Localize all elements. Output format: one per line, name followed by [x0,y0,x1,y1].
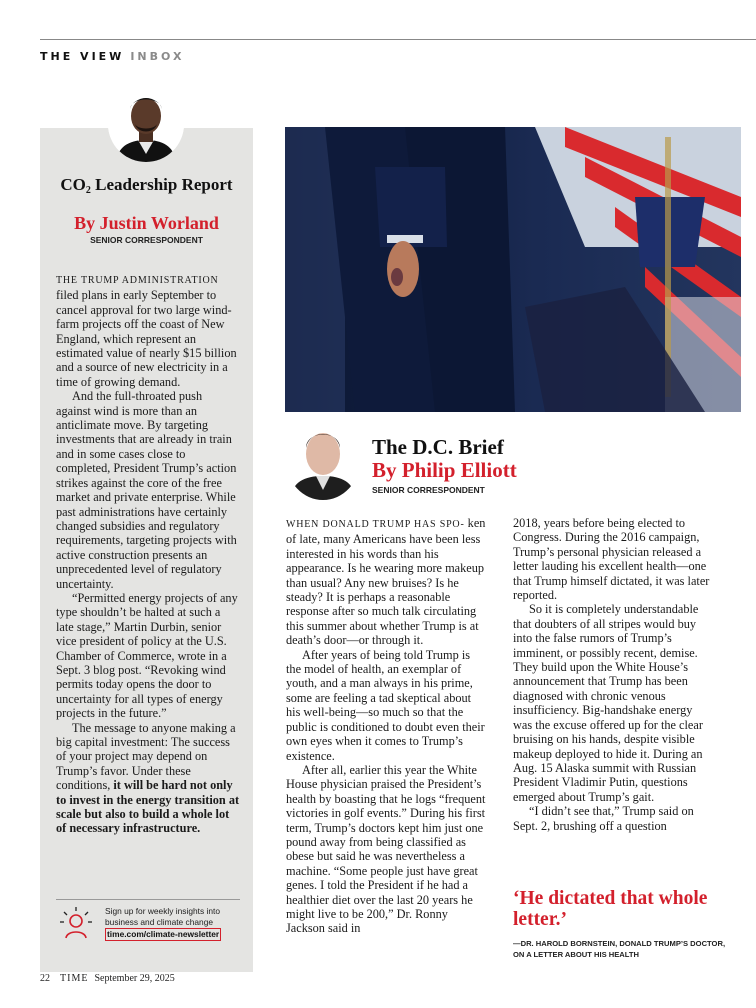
sidebar-body [56,272,240,836]
author-avatar-worland [108,86,184,162]
article-byline: By Philip Elliott [372,458,517,482]
newsletter-text: Sign up for weekly insights into business and climate change time.com/climate-newsletter [105,906,220,939]
section-label [40,50,184,63]
paragraph: After years of being told Trump is the model of health, an exemplar of youth, and a man always in his prime, some are feeling a tad skeptical about his well-being—so much so that the public is conditioned to doubt even their own eyes when it comes to Trump’s existence. [286,647,485,763]
article-photo [285,127,741,412]
article-title: The D.C. Brief [372,435,504,459]
pull-quote-attribution: —DR. HAROLD BORNSTEIN, DONALD TRUMP’S DOCTOR, ON A LETTER ABOUT HIS HEALTH [513,939,726,959]
magazine-name: TIME [60,973,89,984]
article-column-1 [286,516,486,936]
pull-quote: ‘He dictated that whole letter.’ [513,888,708,930]
article-column-2 [513,516,713,833]
subsection-name: INBOX [130,50,185,63]
paragraph: “I didn’t see that,” Trump said on Sept. 2, brushing off a question [513,804,694,833]
article-role: SENIOR CORRESPONDENT [372,485,485,495]
newsletter-promo [56,899,240,944]
climate-person-icon [59,906,93,940]
newsletter-link[interactable]: time.com/climate-newsletter [107,929,220,939]
paragraph: So it is completely understandable that doubters of all stripes would buy into the false rumors of Trump’s imminent, or possibly recent, demise. They build upon the White House’s announcement that Trump has been diagnosed with chronic venous insufficiency. Big-handshake energy was the excuse offered up for the clear bruising on his hands, despite visible makeup deployed to hide it. During an Aug. 15 Alaska summit with Russian President Vladimir Putin, questions emerged about Trump’s gait. [513,602,703,804]
top-rule [40,39,756,40]
paragraph: THE TRUMP ADMINISTRATION filed plans in early September to cancel approval for two large wind-farm projects off the coast of New England, which represent an estimated value of nearly $15 billion and a source of new electricity in a time of growing demand. [56,275,237,389]
issue-date: September 29, 2025 [94,973,175,984]
page-number: 22 [40,973,50,984]
sidebar-byline: By Justin Worland [74,213,219,233]
section-name: THE VIEW [40,50,125,63]
paragraph: 2018, years before being elected to Congress. During the 2016 campaign, Trump’s personal physician released a letter lauding his excellent health—one that Trump himself dictated, it was later reported. [513,516,710,603]
paragraph: And the full-throated push against wind is more than an anticlimate move. By targeting investments that are already in train and in some cases close to completed, President Trump’s action strikes against the core of the free market and private enterprise. While past administrations have certainly changed subsidies and regulatory requirements, targeting projects with active construction presents an unprecedented level of regulatory uncertainty. [56,389,237,591]
sidebar-role: SENIOR CORRESPONDENT [90,235,203,245]
paragraph: After all, earlier this year the White House physician praised the President’s health by boasting that he logs “frequent victories in golf events.” During his first term, Trump’s doctors kept him just one pound away from being classified as obese but said he was nevertheless a machine. “Some people just have great genes. I told the President if he had a healthier diet over the last 20 years he might live to be 200,” Dr. Ronny Jackson said in [286,762,486,936]
paragraph: “Permitted energy projects of any type shouldn’t be halted at such a late stage,” Martin Durbin, senior vice president of policy at the U.S. Chamber of Commerce, wrote in a Sept. 3 blog post. “Revoking wind permits today opens the door to uncertainty for all types of energy projects in the future.” [56,590,238,721]
author-avatar-elliott [286,420,360,500]
sidebar-title: $CO_2$ Leadership Report [60,175,233,196]
page-footer [40,973,175,984]
paragraph: WHEN DONALD TRUMP HAS SPO- ken of late, many Americans have been less interested in his words than his appearance. Is he wearing more makeup than usual? Any new bruises? Is he steady? It is perhaps a reasonable response after so much talk circulating this summer about whether Trump is at death’s door—or through it. [286,516,486,648]
paragraph: The message to anyone making a big capital investment: The success of your project may depend on Trump’s favor. Under these conditions, it will be hard not only to invest in the energy transition at scale but also to build a whole lot of necessary infrastructure. [56,720,240,836]
